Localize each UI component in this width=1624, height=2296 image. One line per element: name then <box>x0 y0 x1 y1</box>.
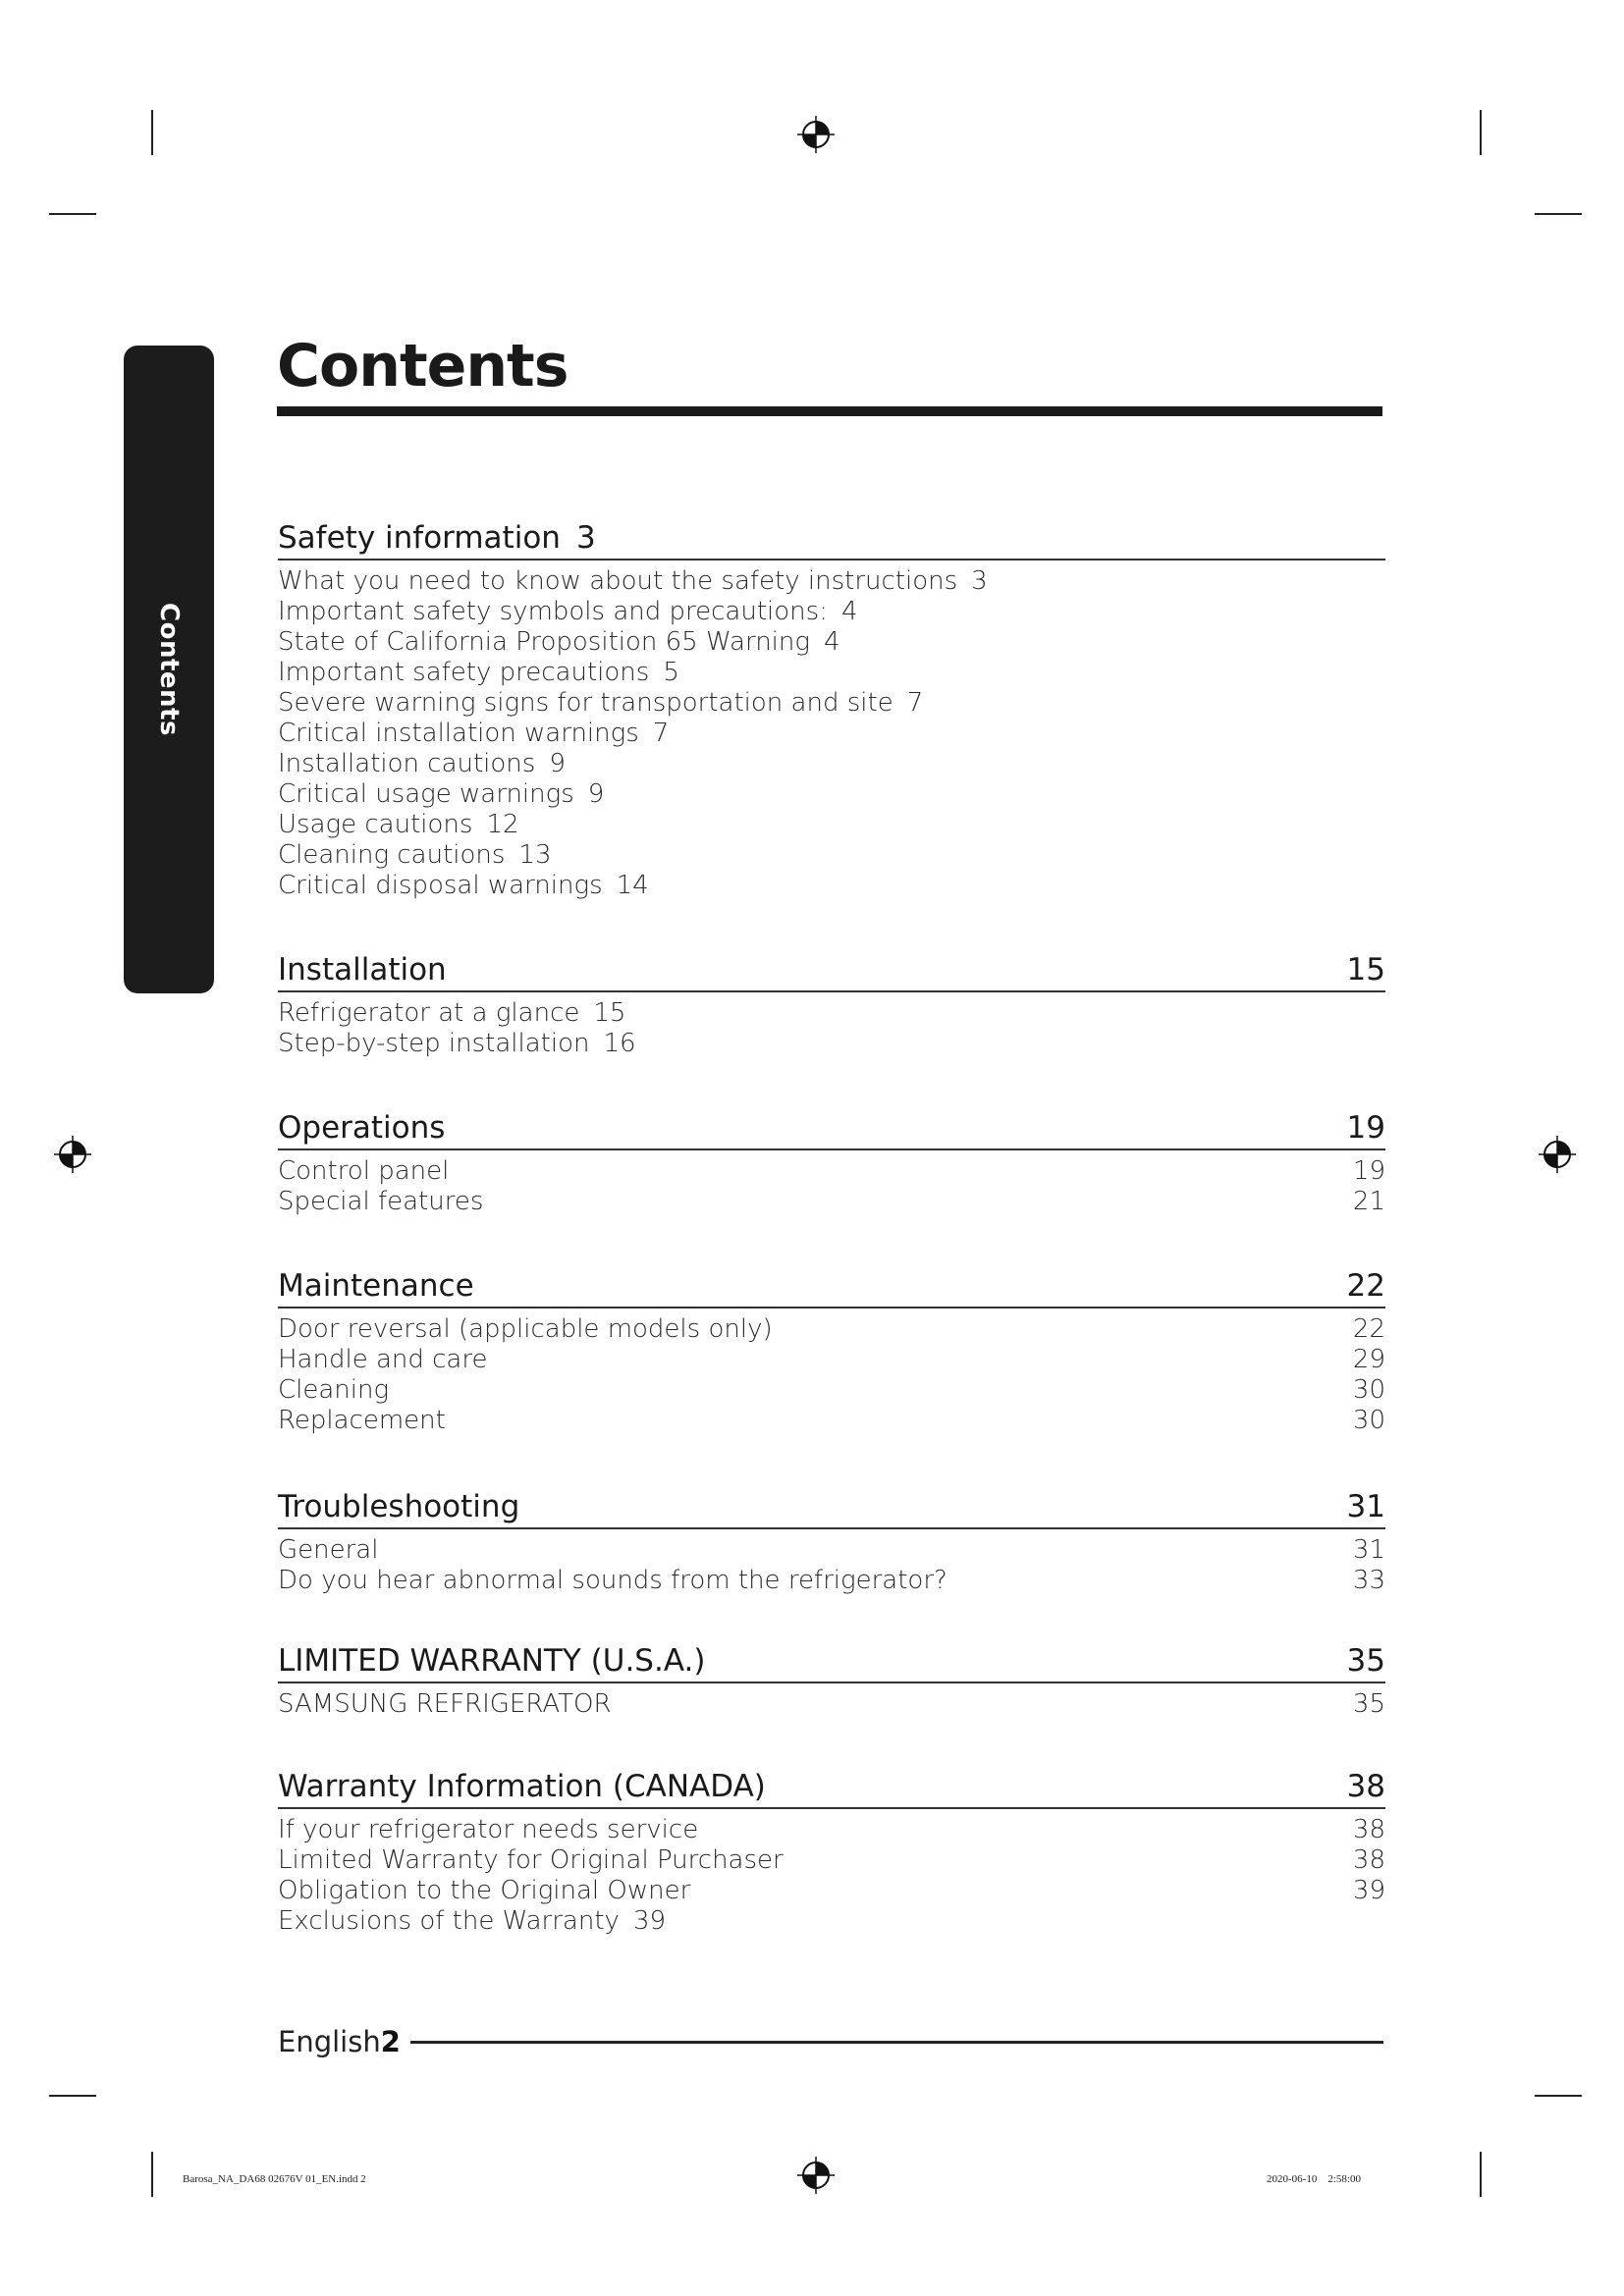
entry-page-number: 29 <box>1352 1345 1385 1374</box>
section-title: Warranty Information (CANADA) <box>278 1769 766 1804</box>
toc-section <box>278 1487 1385 1596</box>
entry-inline-page: 4 <box>840 597 858 626</box>
entry-title: Special features <box>278 1187 484 1216</box>
entry-inline-page: 16 <box>603 1029 636 1058</box>
entry-title: What you need to know about the safety instructions <box>278 566 958 596</box>
page-title: Contents <box>277 332 568 400</box>
entry-title: Important safety precautions <box>278 658 650 687</box>
section-page-number: 19 <box>1346 1110 1385 1146</box>
footer-page-number: 2 <box>380 2025 401 2058</box>
entry-inline-page: 14 <box>616 871 649 900</box>
crop-mark-top-left <box>151 110 153 155</box>
entry-page-number: 38 <box>1352 1845 1385 1875</box>
toc-entry[interactable] <box>278 1375 1385 1406</box>
registration-target-icon <box>1538 1135 1577 1174</box>
toc-entry[interactable] <box>278 1406 1385 1436</box>
registration-target-icon <box>53 1135 92 1174</box>
section-title: Operations <box>278 1110 446 1146</box>
toc-section-heading[interactable] <box>278 1266 1385 1308</box>
toc-entry[interactable] <box>278 1689 1385 1720</box>
entry-title: SAMSUNG REFRIGERATOR <box>278 1689 612 1719</box>
toc-entries <box>278 1529 1385 1596</box>
entry-inline-page: 3 <box>971 566 988 596</box>
toc-entries <box>278 1150 1385 1217</box>
entry-page-number: 39 <box>1352 1876 1385 1905</box>
toc-entries <box>278 1809 1385 1937</box>
entry-title: Door reversal (applicable models only) <box>278 1314 773 1344</box>
entry-title: Usage cautions <box>278 810 473 839</box>
crop-mark-bottom-left <box>151 2152 153 2197</box>
entry-title: Do you hear abnormal sounds from the refrigerator? <box>278 1566 947 1595</box>
toc-entry[interactable] <box>278 998 1385 1029</box>
toc-section <box>278 518 1385 901</box>
entry-title: Important safety symbols and precautions: <box>278 597 828 626</box>
entry-inline-page: 7 <box>906 688 924 718</box>
entry-inline-page: 9 <box>587 779 605 809</box>
toc-section-heading[interactable] <box>278 1108 1385 1150</box>
toc-entry[interactable] <box>278 597 1385 627</box>
section-page-number: 38 <box>1346 1769 1385 1804</box>
entry-title: State of California Proposition 65 Warning <box>278 627 810 657</box>
toc-section <box>278 1108 1385 1217</box>
toc-entry[interactable] <box>278 1029 1385 1059</box>
toc-section-heading[interactable] <box>278 518 1385 561</box>
toc-entry[interactable] <box>278 810 1385 840</box>
entry-title: Replacement <box>278 1406 446 1435</box>
toc-section-heading[interactable] <box>278 1641 1385 1683</box>
section-inline-page: 3 <box>575 520 596 556</box>
entry-page-number: 22 <box>1352 1314 1385 1344</box>
entry-inline-page: 15 <box>593 998 626 1028</box>
entry-page-number: 30 <box>1352 1375 1385 1405</box>
toc-entry[interactable] <box>278 658 1385 688</box>
entry-title: If your refrigerator needs service <box>278 1815 699 1844</box>
crop-mark-left-top <box>49 213 96 215</box>
entry-title: Refrigerator at a glance <box>278 998 580 1028</box>
entry-inline-page: 7 <box>652 719 670 748</box>
footer-language: English <box>278 2025 381 2058</box>
entry-inline-page: 9 <box>549 749 566 778</box>
entry-title: Critical installation warnings <box>278 719 639 748</box>
entry-title: Limited Warranty for Original Purchaser <box>278 1845 784 1875</box>
toc-entry[interactable] <box>278 1845 1385 1876</box>
entry-title: Critical usage warnings <box>278 779 574 809</box>
toc-section <box>278 1767 1385 1937</box>
toc-entries <box>278 1683 1385 1720</box>
toc-entry[interactable] <box>278 688 1385 719</box>
table-of-contents <box>278 471 1385 1937</box>
entry-title: Obligation to the Original Owner <box>278 1876 691 1905</box>
toc-entry[interactable] <box>278 627 1385 658</box>
toc-entry[interactable] <box>278 1345 1385 1375</box>
section-page-number: 22 <box>1346 1268 1385 1304</box>
entry-page-number: 38 <box>1352 1815 1385 1844</box>
toc-entry[interactable] <box>278 1906 1385 1937</box>
toc-entry[interactable] <box>278 779 1385 810</box>
crop-mark-left-bottom <box>49 2095 96 2097</box>
toc-section-heading[interactable] <box>278 950 1385 992</box>
section-title: LIMITED WARRANTY (U.S.A.) <box>278 1643 706 1679</box>
entry-page-number: 30 <box>1352 1406 1385 1435</box>
entry-title: Handle and care <box>278 1345 488 1374</box>
toc-entry[interactable] <box>278 566 1385 597</box>
crop-mark-top-right <box>1480 110 1482 155</box>
section-title: Troubleshooting <box>278 1489 520 1524</box>
entry-inline-page: 39 <box>632 1906 667 1936</box>
entry-title: Step-by-step installation <box>278 1029 590 1058</box>
page-footer <box>278 2020 1383 2063</box>
footer-rule <box>410 2041 1383 2044</box>
entry-title: Control panel <box>278 1156 450 1186</box>
entry-inline-page: 5 <box>663 658 679 687</box>
section-page-number: 15 <box>1346 952 1385 988</box>
entry-page-number: 31 <box>1352 1535 1385 1565</box>
entry-title: Severe warning signs for transportation and site <box>278 688 893 718</box>
toc-entry[interactable] <box>278 1187 1385 1217</box>
entry-title: Exclusions of the Warranty <box>278 1906 620 1936</box>
crop-mark-bottom-right <box>1480 2152 1482 2197</box>
toc-section <box>278 950 1385 1059</box>
section-title: Maintenance <box>278 1268 474 1304</box>
side-tab-label: Contents <box>154 603 184 736</box>
entry-title: General <box>278 1535 379 1565</box>
toc-section <box>278 1641 1385 1720</box>
section-title: Installation <box>278 952 447 988</box>
toc-entry[interactable] <box>278 1566 1385 1596</box>
section-title: Safety information <box>278 520 561 556</box>
entry-inline-page: 13 <box>518 840 552 870</box>
entry-title: Cleaning cautions <box>278 840 506 870</box>
crop-mark-right-top <box>1535 213 1582 215</box>
entry-page-number: 35 <box>1352 1689 1385 1719</box>
toc-entry[interactable] <box>278 749 1385 779</box>
section-page-number: 35 <box>1346 1643 1385 1679</box>
entry-inline-page: 4 <box>823 627 840 657</box>
toc-entry[interactable] <box>278 719 1385 749</box>
entry-title: Installation cautions <box>278 749 536 778</box>
toc-entry[interactable] <box>278 1815 1385 1845</box>
slug-file: Barosa_NA_DA68 02676V 01_EN.indd 2 <box>183 2173 366 2185</box>
entry-title: Cleaning <box>278 1375 390 1405</box>
section-page-number: 31 <box>1346 1489 1385 1524</box>
toc-entry[interactable] <box>278 1876 1385 1906</box>
entry-title: Critical disposal warnings <box>278 871 603 900</box>
entry-page-number: 21 <box>1352 1187 1385 1216</box>
registration-target-icon <box>796 2156 836 2195</box>
toc-section <box>278 1266 1385 1436</box>
toc-section-heading[interactable] <box>278 1767 1385 1809</box>
toc-entries <box>278 992 1385 1059</box>
toc-section-heading[interactable] <box>278 1487 1385 1529</box>
side-tab <box>124 346 214 993</box>
entry-page-number: 19 <box>1352 1156 1385 1186</box>
toc-entries <box>278 561 1385 901</box>
toc-entries <box>278 1308 1385 1436</box>
crop-mark-right-bottom <box>1535 2095 1582 2097</box>
slug-timestamp: 2020-06-10 2:58:00 <box>1267 2173 1361 2185</box>
entry-page-number: 33 <box>1352 1566 1385 1595</box>
title-rule <box>277 406 1382 416</box>
toc-entry[interactable] <box>278 1156 1385 1187</box>
entry-inline-page: 12 <box>486 810 519 839</box>
toc-entry[interactable] <box>278 1535 1385 1566</box>
registration-target-icon <box>796 115 836 154</box>
toc-entry[interactable] <box>278 1314 1385 1345</box>
toc-entry[interactable] <box>278 840 1385 871</box>
toc-entry[interactable] <box>278 871 1385 901</box>
